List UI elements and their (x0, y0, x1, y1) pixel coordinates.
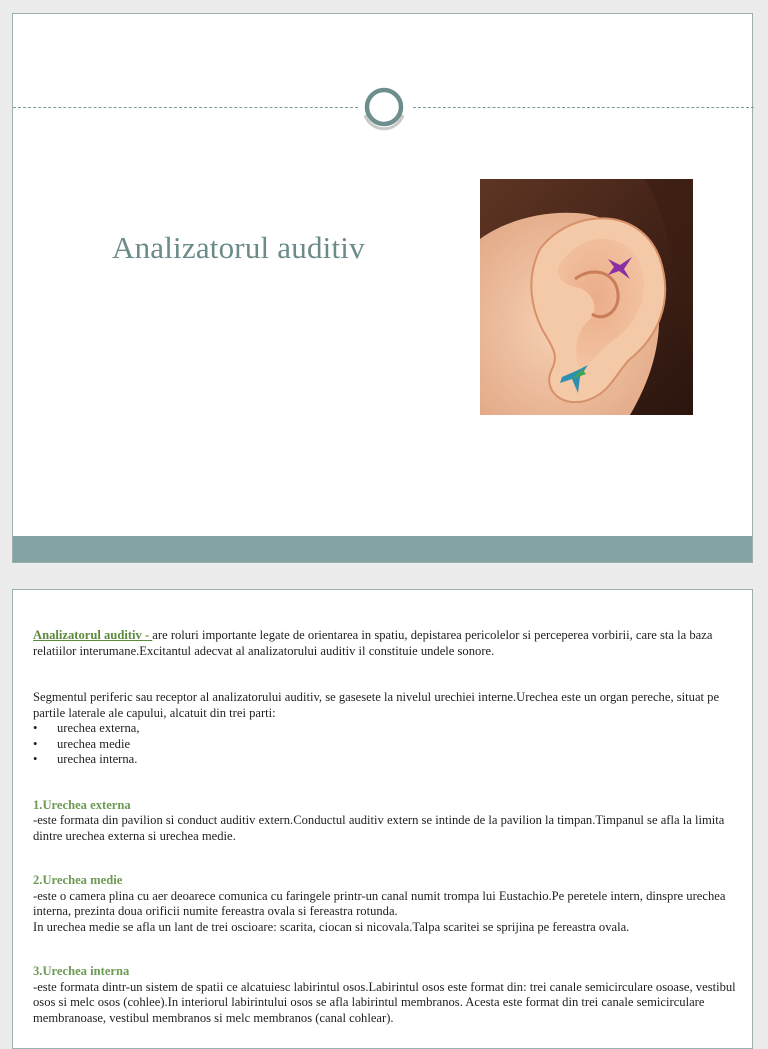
list-item: • urechea interna. (33, 752, 138, 766)
section-heading-internal: 3.Urechea interna (33, 964, 130, 978)
bullet-icon: • (33, 736, 38, 751)
list-item: • urechea medie (33, 736, 131, 751)
intro-link[interactable]: Analizatorul auditiv - (33, 628, 153, 642)
content-body (33, 628, 738, 1026)
ring-ornament-icon (361, 85, 407, 131)
section-heading-middle: 2.Urechea medie (33, 873, 123, 887)
ear-photo (480, 179, 693, 415)
section-text: -este formata din pavilion si conduct auditiv extern.Conductul auditiv extern se intinde de la pavilion la timpan.Timpanul se afla la limita dintre urechea externa si urechea medie. (33, 813, 725, 843)
bullet-icon: • (33, 752, 38, 766)
segment-paragraph: Segmentul periferic sau receptor al analizatorului auditiv, se gasesete la nivelul urechiei interne.Urechea este un organ pereche, situat pe partile laterale ale capului, alcatuit din trei parti: (33, 690, 720, 720)
title-slide (12, 13, 753, 563)
dashed-divider-left (13, 107, 358, 108)
section-heading-external: 1.Urechea externa (33, 797, 131, 812)
section-text: -este o camera plina cu aer deoarece comunica cu faringele printr-un canal numit trompa lui Eustachio.Pe peretele intern, dinspre urechea interna, prezinta doua orificii numite fereastra ovala si fereastra rotunda. (33, 888, 726, 918)
section-text: -este formata dintr-un sistem de spatii ce alcatuiesc labirintul osos.Labirintul osos este format din: trei canale semicirculare osoase, vestibul osos si melc osos (cohlee).In interiorul labirintului osos se afla labirintul membranos. Acesta este format din trei canale semicirculare membranoase, vestibul membranos si melc membranos (canal cohlear). (33, 979, 736, 1025)
dashed-divider-right (413, 107, 754, 108)
list-item: • urechea externa, (33, 721, 140, 735)
accent-band (13, 536, 752, 562)
section-text: In urechea medie se afla un lant de trei oscioare: scarita, ciocan si nicovala.Talpa scaritei se sprijina pe fereastra ovala. (33, 919, 630, 934)
content-slide (12, 589, 753, 1049)
intro-paragraph: Analizatorul auditiv - are roluri importante legate de orientarea in spatiu, depistarea pericolelor si perceperea vorbirii, care sta la baza relatiilor interumane.Excitantul adecvat al analizatorului auditiv il constituie undele sonore. (33, 628, 713, 658)
slide-title: Analizatorul auditiv (112, 230, 365, 265)
bullet-icon: • (33, 721, 38, 735)
